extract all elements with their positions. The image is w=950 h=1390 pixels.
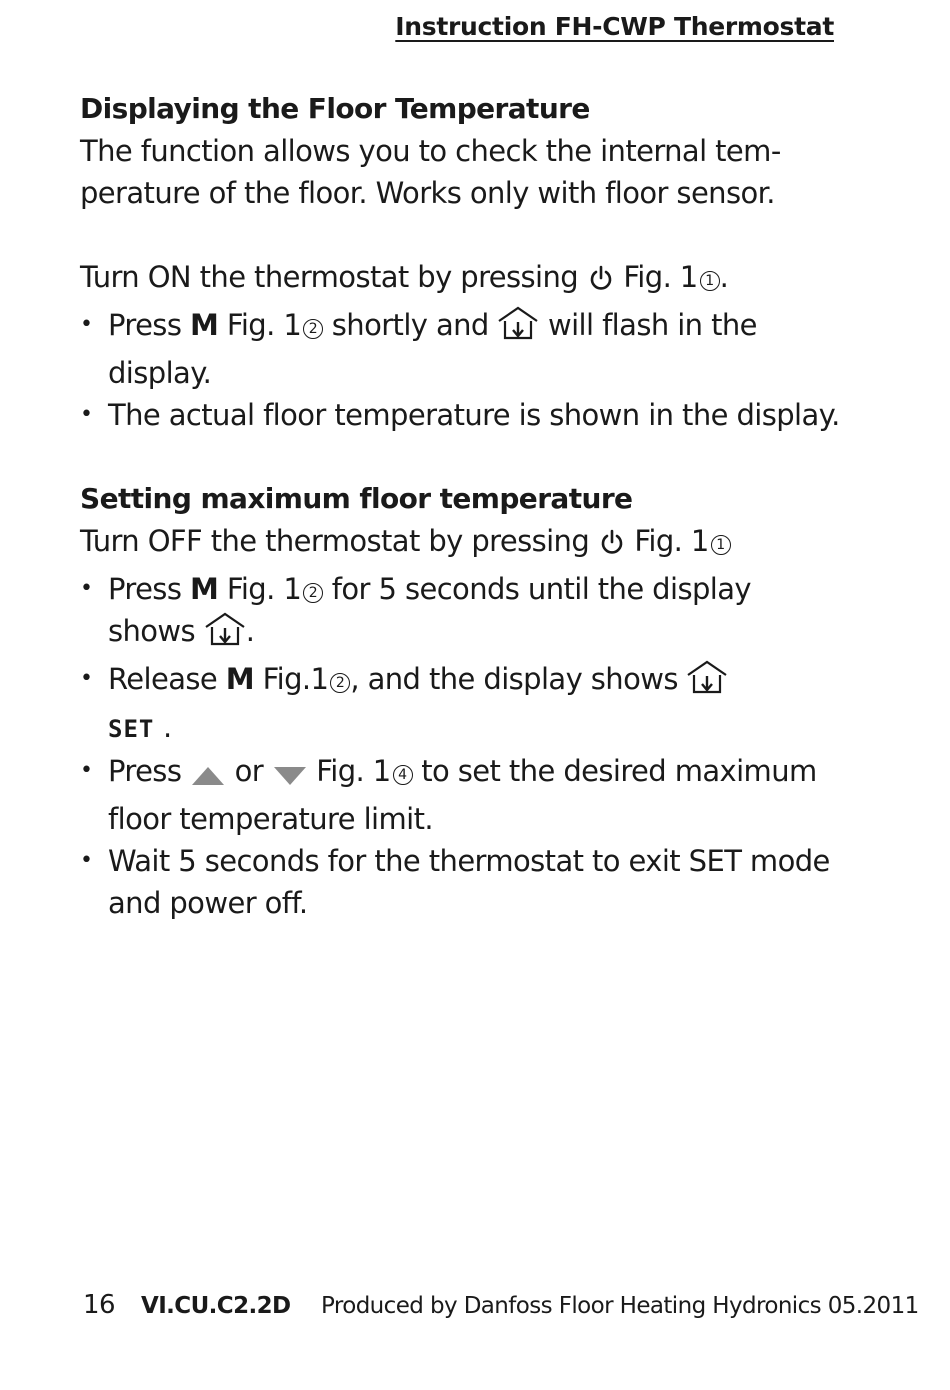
key-label: M <box>225 662 255 696</box>
power-icon <box>598 526 626 568</box>
key-label: M <box>189 572 219 606</box>
section-title-floor-temperature: Displaying the Floor Temperature <box>80 92 590 125</box>
list-item: • Wait 5 seconds for the thermostat to exit SET mode and power off. <box>80 840 840 924</box>
list-item: • The actual floor temperature is shown in the display. <box>80 394 840 436</box>
header-title: Instruction FH-CWP Thermostat <box>395 12 834 41</box>
arrow-down-icon <box>272 756 308 798</box>
ref-number: 2 <box>303 319 323 339</box>
ref-number: 2 <box>330 673 350 693</box>
list-item: • Press M Fig. 1 2 shortly and will flash in the display. <box>80 304 840 394</box>
producer-line: Produced by Danfoss Floor Heating Hydronics 05.2011 <box>321 1293 919 1319</box>
section-title-max-floor-temperature: Setting maximum floor temperature <box>80 482 633 515</box>
ref-number: 4 <box>393 765 413 785</box>
list-item: • Press or Fig. 1 4 to set the desired maximum floor temperature limit. <box>80 750 840 840</box>
power-icon <box>587 262 615 304</box>
section1-intro: The function allows you to check the internal tem-perature of the floor. Works only with floor sensor. <box>80 134 781 210</box>
instructions-body <box>80 88 840 924</box>
turn-on-line: Turn ON the thermostat by pressing Fig. 1 1 . <box>80 256 840 304</box>
ref-number: 1 <box>711 535 731 555</box>
ref-number: 2 <box>303 583 323 603</box>
turn-off-line: Turn OFF the thermostat by pressing Fig. 1 1 <box>80 520 840 568</box>
set-display-text: SET <box>108 715 155 743</box>
key-label: M <box>189 308 219 342</box>
footer <box>83 1290 919 1320</box>
list-item: • Press M Fig. 1 2 for 5 seconds until the display shows . <box>80 568 840 658</box>
document-code: VI.CU.C2.2D <box>141 1293 291 1319</box>
list-item: • Release M Fig.1 2 , and the display shows SET . <box>80 658 840 750</box>
section1-steps <box>80 304 840 436</box>
section2-steps <box>80 568 840 924</box>
floor-sensor-icon <box>686 659 728 706</box>
arrow-up-icon <box>190 756 226 798</box>
floor-sensor-icon <box>497 305 539 352</box>
floor-sensor-icon <box>204 611 246 658</box>
page-number: 16 <box>83 1290 115 1320</box>
ref-number: 1 <box>700 271 720 291</box>
